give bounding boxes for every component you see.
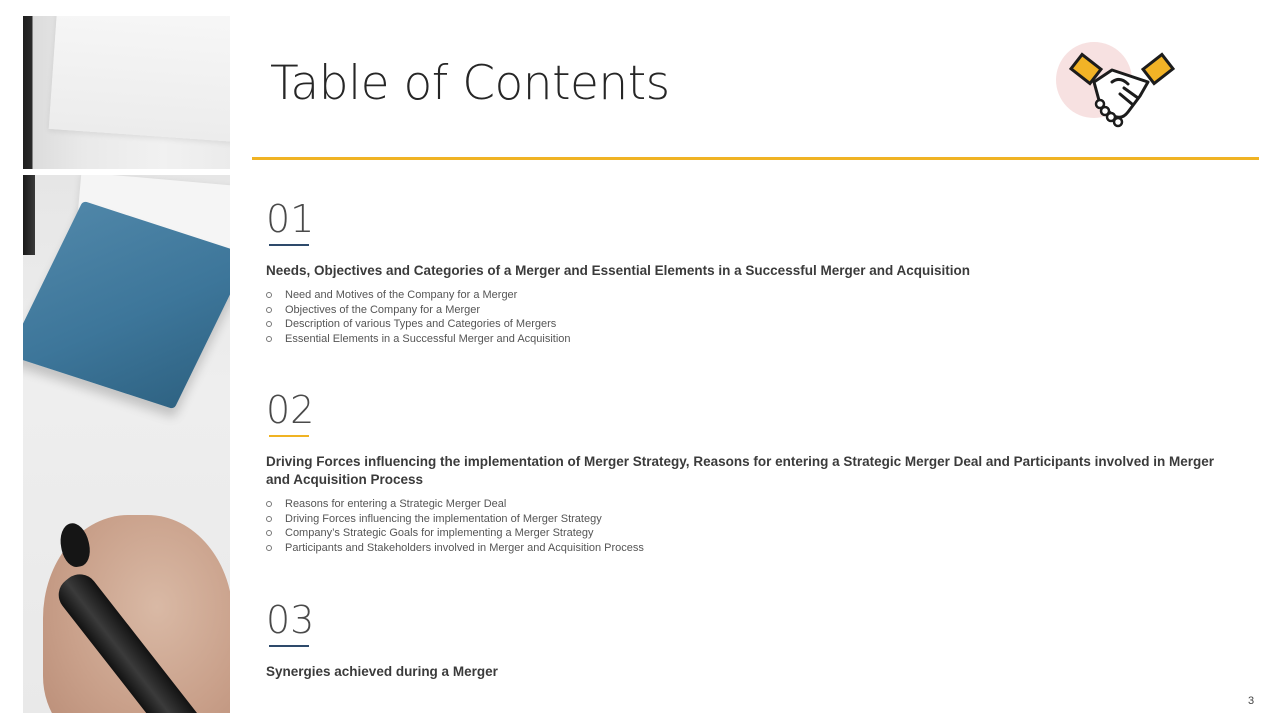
section-heading: Synergies achieved during a Merger [266, 664, 498, 679]
list-item-text: Participants and Stakeholders involved in Merger and Acquisition Process [285, 541, 644, 554]
section-number: 01 [266, 197, 315, 241]
list-item-text: Reasons for entering a Strategic Merger Deal [285, 498, 507, 510]
section-number-underline [269, 645, 309, 647]
list-item-text: Objectives of the Company for a Merger [285, 303, 481, 316]
section-number: 02 [266, 388, 315, 432]
list-item-text: Driving Forces influencing the implementation of Merger Strategy [285, 512, 602, 525]
photo-top [23, 16, 230, 169]
list-item [266, 332, 1226, 347]
list-item-text: Description of various Types and Categories of Mergers [285, 318, 557, 330]
list-item [266, 526, 1226, 541]
photo-bottom [23, 175, 230, 713]
list-item [266, 288, 1226, 303]
bullet-circle-icon [266, 545, 272, 551]
section-heading: Driving Forces influencing the implementation of Merger Strategy, Reasons for entering a Strategic Merger Deal and Participants involved in Merger and Acquisition Process [266, 454, 1214, 487]
page-title: Table of Contents [270, 56, 670, 111]
bullet-circle-icon [266, 321, 272, 327]
list-item [266, 317, 1226, 332]
knuckle-4 [1114, 118, 1122, 126]
list-item [266, 512, 1226, 527]
photo-laptop-edge [23, 175, 35, 255]
list-item [266, 497, 1226, 512]
list-item-text: Need and Motives of the Company for a Merger [285, 289, 518, 301]
right-cuff [1143, 55, 1173, 84]
section-bullet-list [266, 288, 1226, 346]
section-number: 03 [266, 598, 315, 642]
list-item [266, 541, 1226, 556]
section-bullet-list [266, 497, 1226, 555]
section-number-underline [269, 244, 309, 246]
bullet-circle-icon [266, 501, 272, 507]
toc-section-02 [266, 388, 1226, 555]
section-heading: Needs, Objectives and Categories of a Merger and Essential Elements in a Successful Merger and Acquisition [266, 263, 970, 278]
page-number: 3 [1248, 695, 1255, 707]
section-number-underline [269, 435, 309, 437]
handshake-icon [1050, 38, 1190, 138]
bullet-circle-icon [266, 292, 272, 298]
bullet-circle-icon [266, 307, 272, 313]
toc-section-01 [266, 197, 1226, 346]
toc-section-03 [266, 598, 1226, 681]
list-item [266, 303, 1226, 318]
photo-paper [49, 16, 230, 143]
title-divider [252, 157, 1259, 160]
list-item-text: Company’s Strategic Goals for implementing a Merger Strategy [285, 527, 594, 539]
bullet-circle-icon [266, 530, 272, 536]
bullet-circle-icon [266, 516, 272, 522]
list-item-text: Essential Elements in a Successful Merger and Acquisition [285, 332, 571, 345]
bullet-circle-icon [266, 336, 272, 342]
